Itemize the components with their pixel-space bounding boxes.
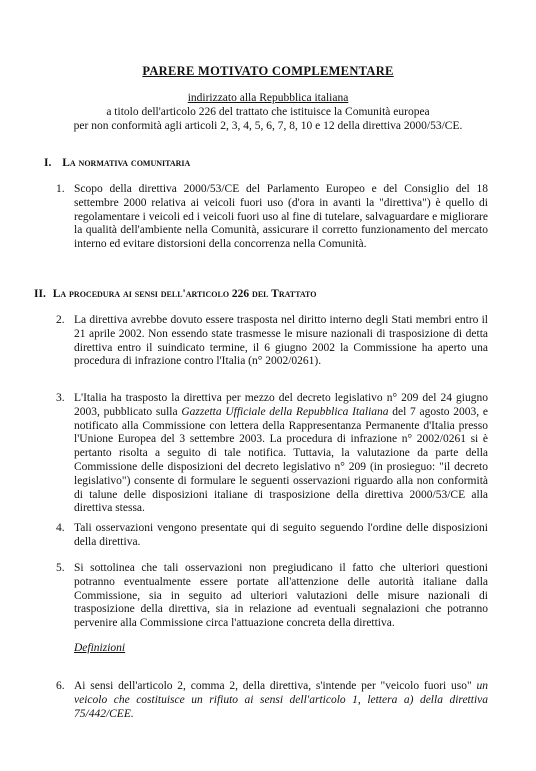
document-title: PARERE MOTIVATO COMPLEMENTARE (142, 64, 394, 78)
paragraph-6 (74, 680, 488, 721)
section-2-title: La procedura ai sensi dell'articolo 226 del Trattato (52, 288, 317, 300)
section-1-title: La normativa comunitaria (62, 157, 191, 169)
paragraph-4-number: 4. (56, 522, 65, 534)
paragraph-4: Tali osservazioni vengono presentate qui di seguito seguendo l'ordine delle disposizioni della direttiva. (74, 522, 488, 548)
paragraph-3 (74, 392, 488, 516)
paragraph-6-definition: un veicolo che costituisce un rifiuto ai sensi dell'articolo 1, lettera a) della direttiva 75/442/CEE. (74, 680, 488, 720)
intro-legal-basis: a titolo dell'articolo 226 del trattato che istituisce la Comunità europea (106, 106, 430, 118)
paragraph-2-number: 2. (56, 314, 65, 326)
section-2-number: II. (34, 288, 46, 300)
section-1-number: I. (44, 157, 52, 169)
paragraph-5-number: 5. (56, 562, 65, 574)
section-1-heading (44, 157, 190, 169)
paragraph-3-number: 3. (56, 392, 65, 404)
paragraph-6-number: 6. (56, 680, 65, 692)
subheading-definitions: Definizioni (74, 642, 126, 654)
section-2-heading (34, 288, 316, 300)
paragraph-1-number: 1. (56, 183, 65, 195)
intro-addressee (0, 92, 536, 106)
paragraph-3-text-b: del 7 agosto 2003, e notificato alla Commissione con lettera della Rappresentanza Permanente d'Italia presso l'Unione Europea del 3 settembre 2003. La procedura di infrazione n° 2002/0261 si è pertanto risolta a seguito di tale notifica. Tuttavia, la valutazione da parte della Commissione delle disposizioni del decreto legislativo n° 209 (in prosieguo: "il decreto legislativo") consente di formulare le seguenti osservazioni riguardo alla non conformità di talune delle disposizioni italiane di trasposizione della direttiva 2000/53/CE alla direttiva stessa. (74, 405, 489, 515)
intro-non-conformity: per non conformità agli articoli 2, 3, 4, 5, 6, 7, 8, 10 e 12 della direttiva 2000/53/CE. (73, 120, 463, 132)
paragraph-5: Si sottolinea che tali osservazioni non pregiudicano il fatto che ulteriori questioni potranno eventualmente essere portate all'attenzione delle autorità italiane dalla Commissione, sia in seguito ad ulteriori valutazioni delle misure nazionali di trasposizione della direttiva, sia in relazione ad eventuali segnalazioni che potranno pervenire alla Commissione circa l'attuazione concreta della direttiva. (74, 562, 488, 630)
paragraph-3-text-a: L'Italia ha trasposto la direttiva per mezzo del decreto legislativo n° 209 del 24 giugno 2003, pubblicato sulla (74, 392, 488, 418)
intro-addressee-text: indirizzato alla Repubblica italiana (187, 92, 349, 104)
paragraph-3-gazette-title: Gazzetta Ufficiale della Repubblica Italiana (181, 405, 389, 418)
paragraph-1: Scopo della direttiva 2000/53/CE del Parlamento Europeo e del Consiglio del 18 settembre 2000 relativa ai veicoli fuori uso (d'ora in avanti la "direttiva") è quello di regolamentare i veicoli ed i veicoli fuori uso al fine di tutelare, salvaguardare e migliorare la qualità dell'ambiente nella Comunità, assicurare il corretto funzionamento del mercato interno ed evitare distorsioni della concorrenza nella Comunità. (74, 183, 488, 251)
paragraph-2: La direttiva avrebbe dovuto essere trasposta nel diritto interno degli Stati membri entro il 21 aprile 2002. Non essendo state trasmesse le misure nazionali di trasposizione di detta direttiva entro il suindicato termine, il 6 giugno 2002 la Commissione ha aperto una procedura di infrazione contro l'Italia (n° 2002/0261). (74, 314, 488, 368)
paragraph-6-text-a: Ai sensi dell'articolo 2, comma 2, della direttiva, s'intende per "veicolo fuori uso" (74, 680, 477, 692)
